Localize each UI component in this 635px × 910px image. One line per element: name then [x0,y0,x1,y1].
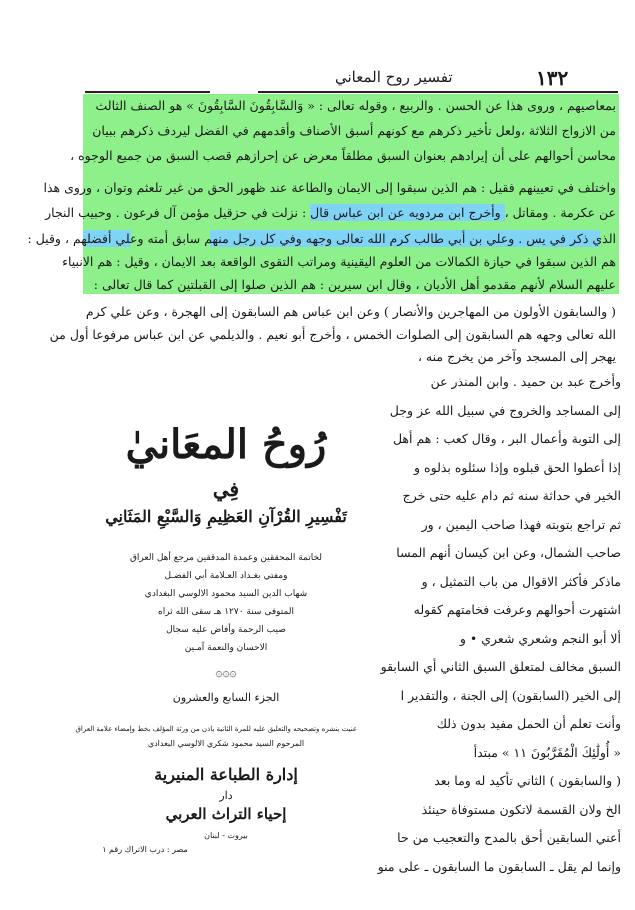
col-line-8: ماذكر فأكثر الاقوال من باب التمثيل ، و [421,573,621,589]
highlight-line-2: من الازواج الثلاثة ،ولعل تأخير ذكرهم مع كونهم أسبق الأصناف وأقدمهم في الفضل ليردف ذكرهم ببيان [92,123,616,138]
body-line-2: الله تعالى وجهه هم السابقون إلى الصلوات الخمس ، وأخرج أبو نعيم . والديلمي عن ابن عباس مرفوعا أول من [49,327,616,342]
col-line-1: وأخرج عبد بن حميد . وابن المنذر عن [430,374,621,389]
cover-page [75,395,357,875]
highlight-line-5: عن عكرمة . ومقاتل ، وأخرج ابن مردويه عن ابن عباس قال : نزلت في حزقيل مؤمن آل فرعون . وحبيب النجار [45,205,616,220]
col-line-6: ثم تراجع بتوبته فهذا صاحب اليمين ، ور [421,516,621,532]
cover-author-5: صيب الرحمة وأفاض عليه سجال [166,625,286,635]
cover-author-2: ومفتي بغـداد العـلامة أبي الفضـل [164,571,288,581]
cover-note-2: المرحوم السيد محمود شكري الالوسي البغدادي [147,739,305,748]
cover-publisher-and: دار [219,789,233,802]
cover-author-4: المتوفى سنة ١٢٧٠ هـ سقى الله ثراه [158,607,294,617]
highlight-line-4: واختلف في تعيينهم فقيل : هم الذين سبقوا إلى الايمان والطاعة عند ظهور الحق من غير تلعثم وتوان ، وروى هذا [43,180,616,195]
cover-publisher-2: إحياء التراث العربي [165,805,287,823]
body-line-1: ( والسابقون الأولون من المهاجرين والأنصار ) وعن ابن عباس هم السابقون إلى الهجرة ، وعن علي كرم [85,304,616,319]
page-number: ١٣٢ [536,66,569,90]
header-rule-right [258,91,618,93]
highlight-line-6: الذي ذكر في يس . وعلي بن أبي طالب كرم الله تعالى وجهه وفي كل رجل منهم سابق أمته وعلي أفضلهم ، وقيل : [27,231,616,246]
header-rule-left [85,91,210,93]
cover-part: الجزء السابع والعشرون [172,691,280,704]
cover-author-6: الاحسان والنعمة آمـين [184,643,268,653]
col-line-13: وأنت تعلم أن الحمل مفيد بدون ذلك [436,716,621,731]
col-line-10: ألا أبو النجم وشعري شعري • و [459,630,621,646]
highlight-line-7: هم الذين سبقوا في حيازة الكمالات من العلوم اليقينية ومراتب التقوى الواقعة بعد الايمان ، وقيل : هم الانبياء [62,254,616,269]
cover-ornament: ۞۞۞ [215,665,237,679]
cover-in-word: فِي [212,477,240,501]
cover-publisher-1: إدارة الطباعة المنيرية [154,765,298,784]
col-line-17: أعني السابقين أحق بالمدح والتعجيب من حا [397,830,621,845]
cover-author-1: لخاتمة المحققين وعمدة المدققين مرجع أهل العراق [129,553,323,563]
highlight-line-8: عليهم السلام لأنهم مقدمو أهل الأديان ، وقال ابن سيرين : هم الذين صلوا إلى القبلتين كما قال تعالى : [93,277,616,292]
col-line-18: وإنما لم يقل ـ السابقون ما السابقون ـ على منو [377,858,621,874]
col-line-14: « أُولَٰئِكَ الْمُقَرَّبُونَ ١١ » مبتدأ [473,744,621,760]
col-line-15: ( والسابقون ) الثاني تأكيد له وما بعد [434,773,621,788]
cover-note-1: عنيت بنشره وتصحيحه والتعليق عليه للمرة الثانية باذن من ورثة المؤلف بخط وإمضاء علامة العراق [75,725,357,733]
col-line-7: صاحب الشمال، وعن ابن كيسان أنهم المسا [396,545,621,560]
highlight-line-3: محاسن أحوالهم على أن إيرادهم بعنوان السبق مطلقاً معرض عن إحرازهم قصب السبق من جميع الوجوه ، [70,148,616,163]
col-line-11: السبق مخالف لمتعلق السبق الثاني أي السابقو [380,659,621,674]
cover-author-3: شهاب الدين السيد محمود الالوسي البغدادي [144,589,308,599]
highlight-line-1: بمعاصيهم ، وروى هذا عن الحسن . والربيع ، وقوله تعالى : « وَالسَّابِقُونَ السَّابِقُونَ » هو الصنف الثالث [95,98,616,113]
running-title: تفسير روح المعاني [335,68,453,86]
body-line-3: يهجر إلى المسجد وآخر من يخرج منه ، [417,349,616,364]
cover-title: رُوحُ المعَانيٰ [125,421,327,468]
col-line-16: الخ ولان القسمة لاتكون مستوفاة حينئذ [421,801,621,817]
col-line-4: إذا أعطوا الحق قبلوه وإذا سئلوه بذلوه و [414,459,621,475]
col-line-3: إلى التوبة وأعمال البر ، وقال كعب : هم أهل [392,431,621,446]
cover-address: مصر : درب الاتراك رقم ١ [102,845,188,854]
col-line-9: اشتهرت أحوالهم وعرفت فخامتهم كقوله [413,602,621,617]
col-line-12: إلى الخير (السابقون) إلى الجنة ، والتقدير ا [400,687,621,703]
col-line-5: الخير في حداثة سنه ثم دام عليه حتى خرج [402,488,621,503]
cover-city: بيروت - لبنان [204,831,248,840]
right-column [363,368,621,881]
col-line-2: إلى المساجد والخروج في سبيل الله عز وجل [389,402,621,418]
cover-subtitle: تَفْسِيرِ القُرْآنِ العَظِيمِ وَالسَّبْعِ المَثَانِي [105,507,347,526]
